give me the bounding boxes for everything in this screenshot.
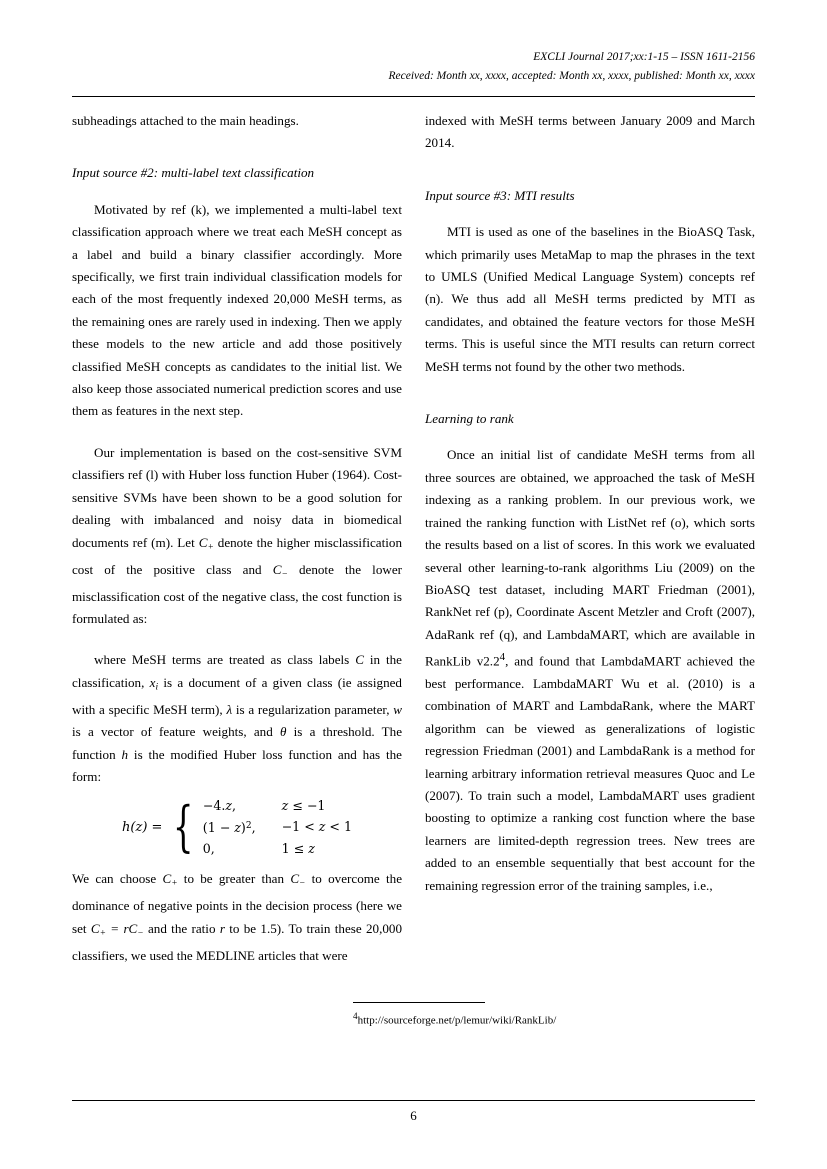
math-symbol-x-i: $x_i$	[149, 674, 159, 693]
text-run-o: to be 1.5). To train these 20,000 classifiers, we used the MEDLINE articles that were	[72, 920, 402, 963]
footnote-entry	[353, 1008, 683, 1029]
equation-case-value-1: −4.z,	[202, 798, 237, 814]
math-symbol-r: r	[219, 920, 225, 936]
math-symbol-c-minus: $C_-$	[272, 561, 288, 580]
equation-cases	[203, 796, 352, 858]
math-symbol-w: w	[393, 701, 402, 717]
equation-huber-loss	[72, 796, 402, 858]
footnote-divider	[353, 1002, 485, 1003]
equation-brace: {	[173, 795, 194, 859]
equation-case-condition-3: 1 ≤ z	[281, 841, 315, 857]
math-symbol-c: C	[355, 652, 364, 668]
section-heading-learning-to-rank: Learning to rank	[425, 411, 514, 427]
paragraph-cost-sensitive-svm	[72, 442, 402, 631]
text-run-h: is a vector of feature weights, and	[72, 724, 280, 740]
footnote-url: http://sourceforge.net/p/lemur/wiki/RankLib/	[357, 1014, 557, 1027]
text-run-m: to overcome the dominance of negative points in the decision process (here we set	[72, 871, 403, 936]
text-run-l: to be greater than	[177, 871, 291, 887]
text-run-b: denote the higher misclassification cost of the positive class and	[72, 534, 402, 577]
two-column-body	[72, 110, 755, 1070]
paragraph-notation-definitions	[72, 649, 402, 788]
text-run-k: We can choose	[72, 871, 163, 887]
math-symbol-theta: θ	[280, 724, 287, 740]
math-symbol-c-minus-2: $C_-$	[290, 871, 306, 889]
text-run-a: Our implementation is based on the cost-sensitive SVM classifiers ref (l) with Huber loss function Huber (1964). Cost-sensitive SVMs have been shown to be a good solution for dealing with imbalanced and noisy data in biomedical documents ref (m). Let	[72, 444, 402, 550]
text-run-c: denote the lower misclassification cost of the negative class, the cost function is formulated as:	[72, 561, 402, 626]
math-symbol-h: h	[121, 746, 129, 762]
header-line-journal: EXCLI Journal 2017;xx:1-15 – ISSN 1611-2156	[533, 51, 755, 63]
text-run-i: is a threshold. The function	[72, 724, 403, 762]
running-header	[72, 48, 755, 86]
left-column	[72, 110, 402, 967]
right-carryover-paragraph: indexed with MeSH terms between January 2009 and March 2014.	[425, 113, 755, 151]
text-run-j: is the modified Huber loss function and has the form:	[72, 746, 402, 785]
equation-case-value-3: 0,	[202, 841, 215, 857]
header-line-dates: Received: Month xx, xxxx, accepted: Month xx, xxxx, published: Month xx, xxxx	[388, 70, 755, 82]
text-run-q: , and found that LambdaMART achieved the best performance. LambdaMART Wu et al. (2010) is a combination of MART and LambdaRank, where the MART algorithm can be viewed as generalizations of logistic regression Friedman (2001) and LambdaRank is a method for learning arbitrary information retrieval measures Quoc and Le (2007). To train such a model, LambdaMART uses gradient boosting to optimize a ranking cost function where the base learners are limited-depth regression trees. New trees are added to an ensemble sequentially that best account for the remaining regression error of the training samples, i.e.,	[425, 653, 755, 893]
equation-case-condition-2: −1 < z < 1	[281, 819, 352, 835]
math-symbol-c-plus-2: $C_+$	[162, 871, 178, 889]
text-run-g: is a regularization parameter,	[232, 701, 394, 717]
math-symbol-c-plus-eq-rc-minus: $C_+ = rC_-$	[90, 920, 144, 939]
footnote-reference-4: 4	[499, 651, 506, 664]
header-divider	[72, 96, 755, 97]
section-heading-input-source-3: Input source #3: MTI results	[425, 187, 575, 203]
footer-divider	[72, 1100, 755, 1101]
math-symbol-c-plus: $C_+$	[198, 534, 214, 553]
left-carryover-paragraph: subheadings attached to the main headings.	[72, 113, 299, 128]
paragraph-learning-to-rank	[425, 444, 755, 896]
footnote-marker: 4	[353, 1011, 358, 1021]
paragraph-multilabel-approach: Motivated by ref (k), we implemented a multi-label text classification approach where we treat each MeSH concept as a label and build a binary classifier accordingly. More specifically, we first train individual classification models for each of the most frequently indexed 20,000 MeSH terms, as the remaining ones are rarely used in indexing. Then we apply these models to the new article and add those positively classified MeSH concepts as candidates to the initial list. We also keep those associated numerical prediction scores and use them as features in the next step.	[72, 201, 402, 419]
text-run-d: where MeSH terms are treated as class labels	[94, 652, 356, 668]
equation-case-condition-1: z ≤ −1	[281, 798, 326, 814]
equation-lhs: h(z) =	[122, 819, 163, 835]
right-column	[425, 110, 755, 897]
text-run-f: is a document of a given class (ie assigned with a specific MeSH term),	[72, 674, 402, 717]
text-run-n: and the ratio	[143, 920, 220, 936]
text-run-e: in the classification,	[72, 652, 402, 690]
page-number: 6	[410, 1108, 417, 1123]
equation-case-value-2: $(1 - z)^2$,	[202, 820, 256, 836]
paragraph-choose-costs	[72, 868, 402, 967]
math-symbol-lambda: λ	[226, 701, 233, 717]
paragraph-mti-results: MTI is used as one of the baselines in the BioASQ Task, which primarily uses MetaMap to map the phrases in the text to UMLS (Unified Medical Language System) concepts ref (n). We thus add all MeSH terms predicted by MTI as candidates, and obtained the feature vectors for those MeSH terms. This is useful since the MTI results can return correct MeSH terms not found by the other two methods.	[425, 224, 755, 374]
text-run-p: Once an initial list of candidate MeSH terms from all three sources are obtained, we approached the task of MeSH indexing as a ranking problem. In our previous work, we trained the ranking function with ListNet ref (o), which sorts the results based on a list of scores. In this work we evaluated several other learning-to-rank algorithms Liu (2009) on the BioASQ test dataset, including MART Friedman (2001), RankNet ref (p), Coordinate Ascent Metzler and Croft (2007), AdaRank ref (q), and LambdaMART, which are available in RankLib v2.2	[425, 447, 755, 669]
section-heading-input-source-2: Input source #2: multi-label text classification	[72, 165, 315, 181]
